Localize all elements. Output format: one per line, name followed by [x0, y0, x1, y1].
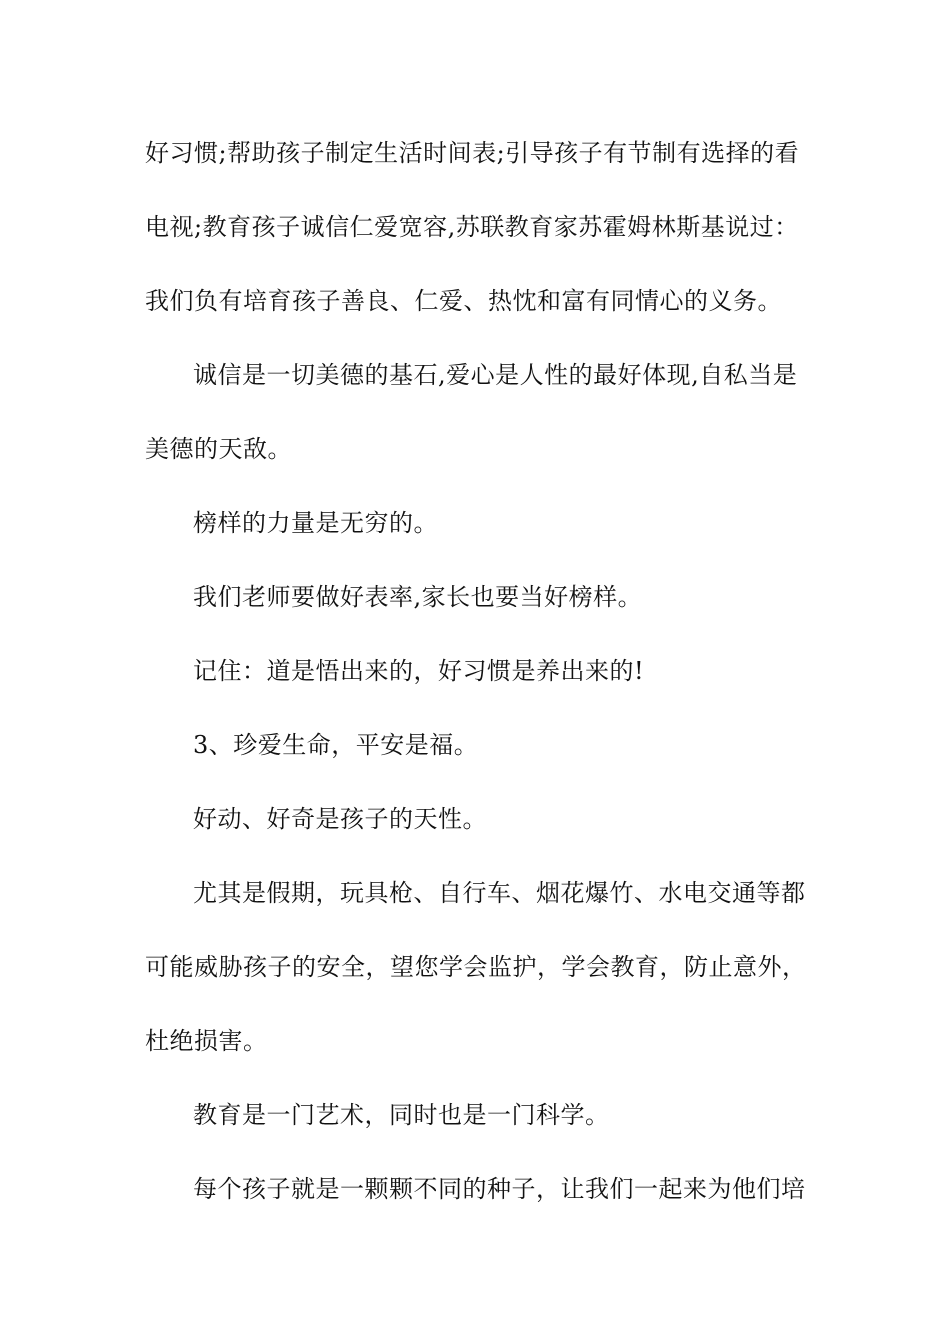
paragraph-start-line: 好动、好奇是孩子的天性。: [193, 805, 487, 833]
text-line: 好习惯;帮助孩子制定生活时间表;引导孩子有节制有选择的看: [145, 139, 800, 167]
paragraph-start-line: 尤其是假期，玩具枪、自行车、烟花爆竹、水电交通等都: [193, 879, 806, 907]
paragraph-start-line: 榜样的力量是无穷的。: [193, 509, 438, 537]
paragraph-start-line: 记住：道是悟出来的，好习惯是养出来的!: [193, 657, 645, 685]
paragraph-start-line: 每个孩子就是一颗颗不同的种子，让我们一起来为他们培: [193, 1175, 806, 1203]
section-heading: 3、珍爱生命，平安是福。: [193, 731, 479, 759]
text-line: 杜绝损害。: [145, 1027, 268, 1055]
text-line: 美德的天敌。: [145, 435, 292, 463]
paragraph-start-line: 教育是一门艺术，同时也是一门科学。: [193, 1101, 610, 1129]
text-line: 可能威胁孩子的安全，望您学会监护，学会教育，防止意外，: [145, 953, 807, 981]
text-line: 电视;教育孩子诚信仁爱宽容,苏联教育家苏霍姆林斯基说过：: [145, 213, 799, 241]
text-line: 我们负有培育孩子善良、仁爱、热忱和富有同情心的义务。: [145, 287, 782, 315]
paragraph-start-line: 诚信是一切美德的基石,爱心是人性的最好体现,自私当是: [193, 361, 798, 389]
paragraph-start-line: 我们老师要做好表率,家长也要当好榜样。: [193, 583, 643, 611]
